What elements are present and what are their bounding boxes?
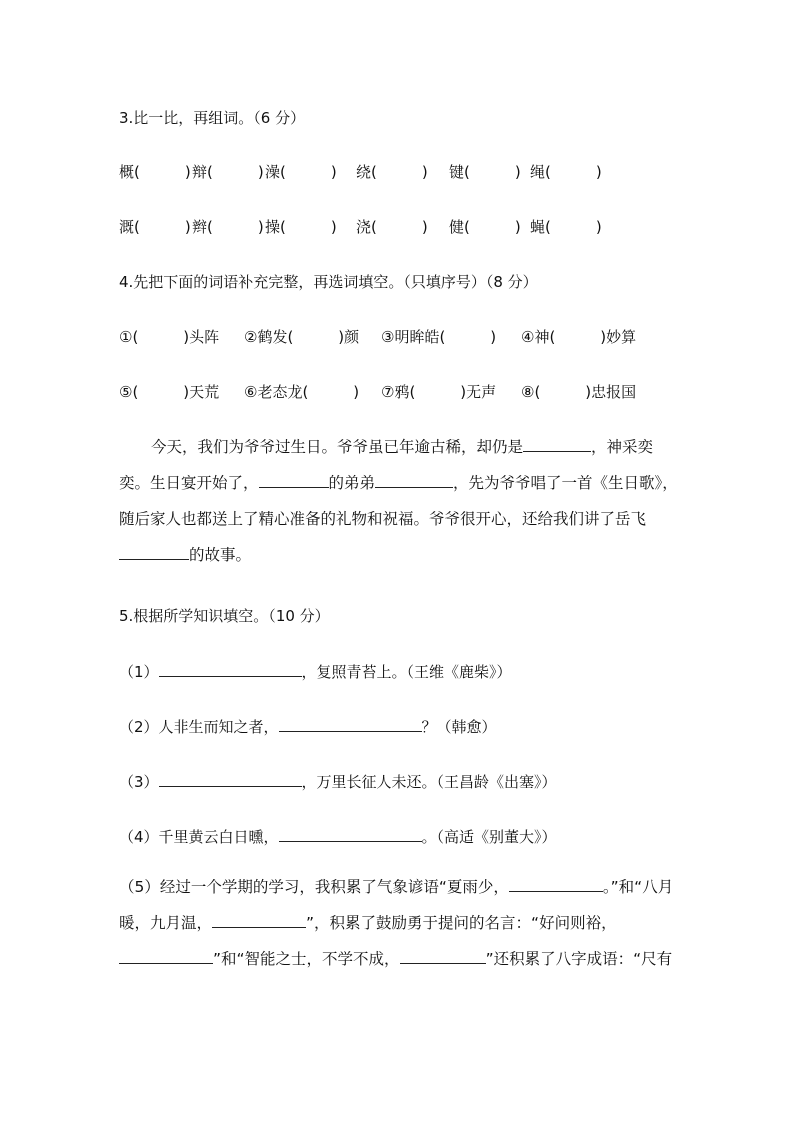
item-text: （3）	[119, 773, 159, 791]
fill-blank[interactable]	[523, 435, 591, 452]
item-text: 。”和“八月暖，九月温，	[119, 878, 674, 932]
word-cell: 辩( )	[192, 163, 264, 181]
item-text: ，万里长征人未还。（王昌龄《出塞》）	[301, 773, 557, 791]
idiom-cell: ⑦鸦( )无声	[381, 383, 497, 401]
idiom-cell: ⑤( )天荒	[119, 383, 220, 401]
idiom-cell: ⑧( )忠报国	[521, 383, 637, 401]
q5-title: 5.根据所学知识填空。（10 分）	[119, 607, 330, 625]
word-cell: 绕( )	[356, 163, 428, 181]
word-cell: 澡( )	[265, 163, 337, 181]
fill-blank[interactable]	[279, 825, 422, 842]
fill-blank[interactable]	[159, 770, 302, 787]
idiom-cell: ②鹤发( )颜	[244, 328, 360, 346]
word-cell: 概( )	[119, 163, 191, 181]
idiom-cell: ③明眸皓( )	[381, 328, 497, 346]
q3-row1	[119, 161, 602, 183]
fill-blank[interactable]	[375, 471, 453, 488]
fill-blank[interactable]	[119, 947, 213, 964]
item-text: （1）	[119, 663, 159, 681]
item-text: ”，积累了鼓励勇于提问的名言：“好问则裕，	[306, 914, 617, 932]
item-text: ”和“智能之士，不学不成，	[213, 950, 400, 968]
idiom-cell: ①( )头阵	[119, 328, 220, 346]
fill-blank[interactable]	[159, 660, 302, 677]
q3-row2	[119, 216, 602, 238]
q5-item-2	[119, 715, 497, 738]
item-text: （5）经过一个学期的学习，我积累了气象谚语“夏雨少，	[119, 878, 509, 896]
q4-row1	[119, 326, 636, 348]
word-cell: 溉( )	[119, 218, 191, 236]
item-text: （4）千里黄云白日曛，	[119, 828, 279, 846]
word-cell: 浇( )	[356, 218, 428, 236]
passage-text: 的弟弟	[328, 474, 376, 492]
item-text: ”还积累了八字成语：“尺有	[485, 950, 673, 968]
passage-text: 今天，我们为爷爷过生日。爷爷虽已年逾古稀，却仍是	[151, 438, 524, 456]
q4-title: 4.先把下面的词语补充完整，再选词填空。（只填序号）（8 分）	[119, 273, 538, 291]
q4-row2	[119, 381, 636, 403]
word-cell: 辫( )	[192, 218, 264, 236]
word-cell: 绳( )	[530, 163, 602, 181]
idiom-cell: ④神( )妙算	[521, 328, 637, 346]
passage-text: ，神采奕奕。生日宴开始了，	[119, 438, 654, 492]
fill-blank[interactable]	[212, 911, 306, 928]
q5-item-4	[119, 825, 557, 848]
passage-text: ，先为爷爷唱了一首《生日歌》，随后家人也都送上了精心准备的礼物和祝福。爷爷很开心，还给我们讲了岳飞	[119, 474, 678, 528]
word-cell: 健( )	[449, 218, 521, 236]
word-cell: 操( )	[265, 218, 337, 236]
passage-text: 的故事。	[189, 546, 252, 564]
item-text: 。（高适《别董大》）	[421, 828, 557, 846]
fill-blank[interactable]	[279, 715, 422, 732]
word-cell: 蝇( )	[530, 218, 602, 236]
fill-blank[interactable]	[259, 471, 329, 488]
idiom-cell: ⑥老态龙( )	[244, 383, 360, 401]
item-text: ？（韩愈）	[421, 718, 497, 736]
q5-item-1	[119, 660, 512, 683]
word-cell: 键( )	[449, 163, 521, 181]
fill-blank[interactable]	[400, 947, 486, 964]
q5-item-5	[119, 869, 677, 977]
q3-title: 3.比一比，再组词。（6 分）	[119, 109, 306, 127]
fill-blank[interactable]	[509, 875, 603, 892]
item-text: ，复照青苔上。（王维《鹿柴》）	[301, 663, 512, 681]
q4-passage	[119, 429, 679, 573]
item-text: （2）人非生而知之者，	[119, 718, 279, 736]
fill-blank[interactable]	[119, 543, 189, 560]
q5-item-3	[119, 770, 557, 793]
